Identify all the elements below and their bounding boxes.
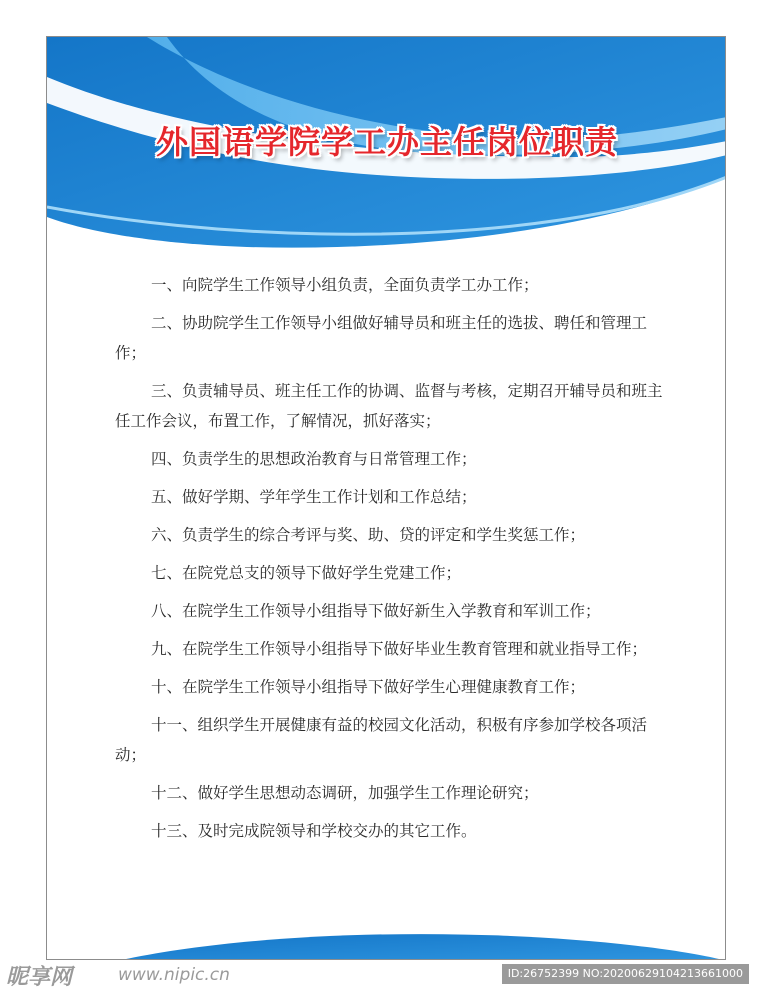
duty-item-9: 九、在院学生工作领导小组指导下做好毕业生教育管理和就业指导工作；: [151, 640, 648, 658]
poster-title: 外国语学院学工办主任岗位职责: [155, 123, 618, 161]
duty-item-1: 一、向院学生工作领导小组负责，全面负责学工办工作；: [151, 276, 539, 294]
duty-item-2: 二、协助院学生工作领导小组做好辅导员和班主任的选拔、聘任和管理工作；: [115, 314, 648, 362]
duty-item-11: 十一、组织学生开展健康有益的校园文化活动，积极有序参加学校各项活动；: [115, 716, 648, 764]
duty-item-13: 十三、及时完成院领导和学校交办的其它工作。: [151, 822, 477, 840]
duty-item-10: 十、在院学生工作领导小组指导下做好学生心理健康教育工作；: [151, 678, 586, 696]
duty-item-6: 六、负责学生的综合考评与奖、助、贷的评定和学生奖惩工作；: [151, 526, 586, 544]
duty-list: [115, 270, 671, 854]
watermark-id: ID:26752399 NO:20200629104213661000: [502, 964, 749, 984]
duty-item-5: 五、做好学期、学年学生工作计划和工作总结；: [151, 488, 477, 506]
duty-item-3: 三、负责辅导员、班主任工作的协调、监督与考核，定期召开辅导员和班主任工作会议，布置工作，了解情况，抓好落实；: [115, 382, 663, 430]
duty-item-7: 七、在院党总支的领导下做好学生党建工作；: [151, 564, 462, 582]
duty-item-4: 四、负责学生的思想政治教育与日常管理工作；: [151, 450, 477, 468]
duty-item-8: 八、在院学生工作领导小组指导下做好新生入学教育和军训工作；: [151, 602, 601, 620]
poster: [46, 36, 726, 960]
watermark-logo: 昵享网: [6, 965, 73, 990]
duty-item-12: 十二、做好学生思想动态调研，加强学生工作理论研究；: [151, 784, 539, 802]
watermark-url: www.nipic.cn: [118, 965, 230, 985]
